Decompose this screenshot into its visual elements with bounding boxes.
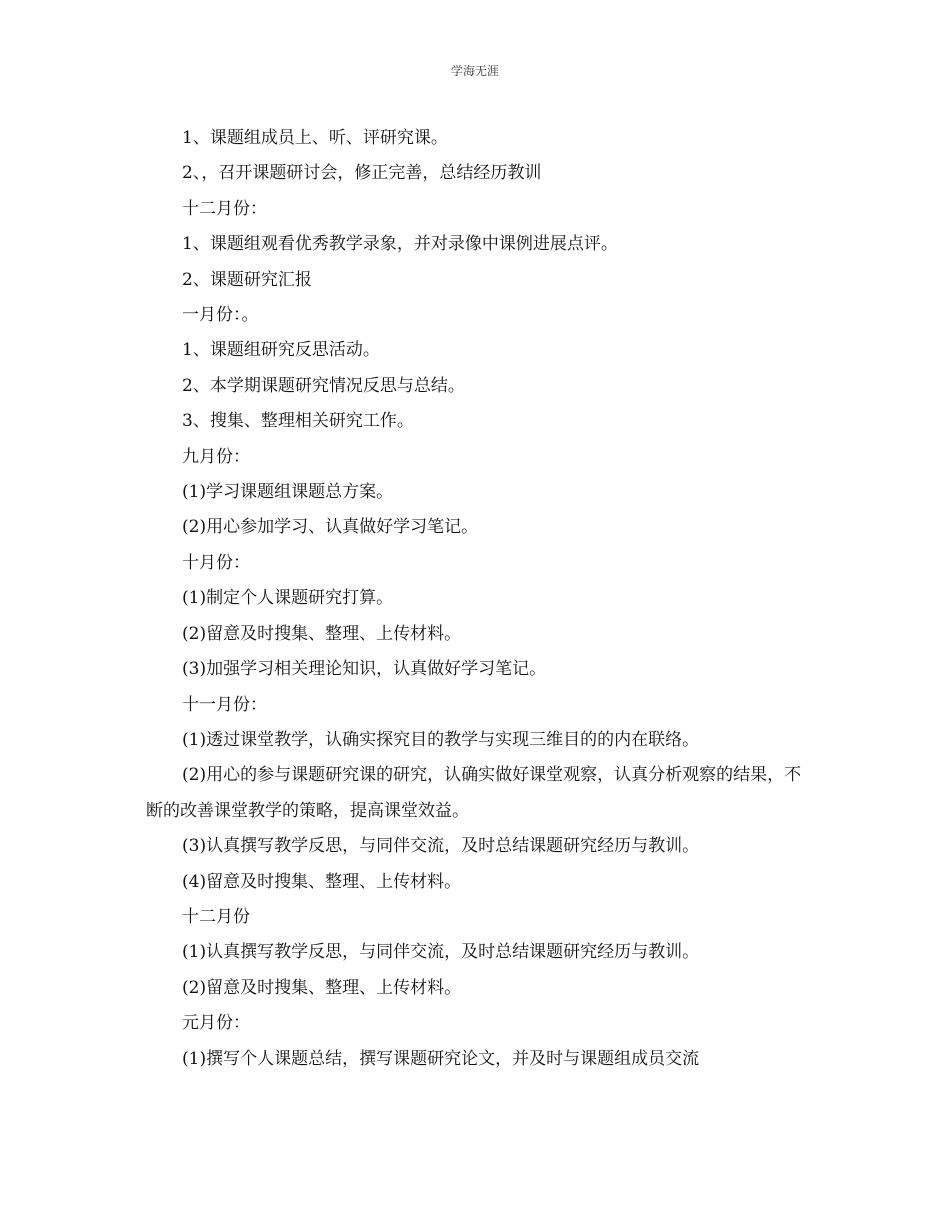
document-body — [146, 121, 818, 1077]
paragraph: (3)认真撰写教学反思，与同伴交流，及时总结课题研究经历与教训。 — [182, 836, 700, 857]
paragraph: (4)留意及时搜集、整理、上传材料。 — [182, 871, 462, 892]
paragraph: (1)撰写个人课题总结，撰写课题研究论文，并及时与课题组成员交流 — [182, 1048, 700, 1069]
section-heading: 九月份： — [182, 446, 250, 467]
paragraph: 1、课题组观看优秀教学录象，并对录像中课例进展点评。 — [182, 234, 618, 255]
paragraph: (1)认真撰写教学反思，与同伴交流，及时总结课题研究经历与教训。 — [182, 942, 700, 963]
section-heading: 十二月份 — [182, 906, 250, 927]
paragraph: (2)留意及时搜集、整理、上传材料。 — [182, 977, 462, 998]
paragraph: (3)加强学习相关理论知识，认真做好学习笔记。 — [182, 659, 547, 680]
paragraph: (2)用心的参与课题研究课的研究，认确实做好课堂观察，认真分析观察的结果，不断的改善课堂教学的策略，提高课堂效益。 — [146, 765, 802, 821]
paragraph: 1、课题组成员上、听、评研究课。 — [182, 128, 448, 148]
paragraph: (2)用心参加学习、认真做好学习笔记。 — [182, 517, 479, 538]
paragraph: 2、本学期课题研究情况反思与总结。 — [182, 375, 465, 396]
section-heading: 元月份： — [182, 1013, 250, 1034]
section-heading: 十月份： — [182, 552, 250, 573]
paragraph: (2)留意及时搜集、整理、上传材料。 — [182, 623, 462, 644]
section-heading: 十一月份： — [182, 694, 267, 715]
paragraph: (1)学习课题组课题总方案。 — [182, 482, 394, 503]
paragraph: (1)制定个人课题研究打算。 — [182, 588, 394, 609]
section-heading: 一月份：。 — [182, 305, 259, 326]
paragraph: 2、，召开课题研讨会，修正完善，总结经历教训 — [182, 163, 542, 184]
section-heading: 十二月份： — [182, 198, 267, 219]
page-header: 学海无涯 — [450, 64, 499, 78]
paragraph: 2、课题研究汇报 — [182, 269, 312, 290]
paragraph: (1)透过课堂教学，认确实探究目的教学与实现三维目的的内在联络。 — [182, 729, 700, 750]
paragraph: 1、课题组研究反思活动。 — [182, 340, 380, 361]
paragraph: 3、搜集、整理相关研究工作。 — [182, 411, 414, 432]
